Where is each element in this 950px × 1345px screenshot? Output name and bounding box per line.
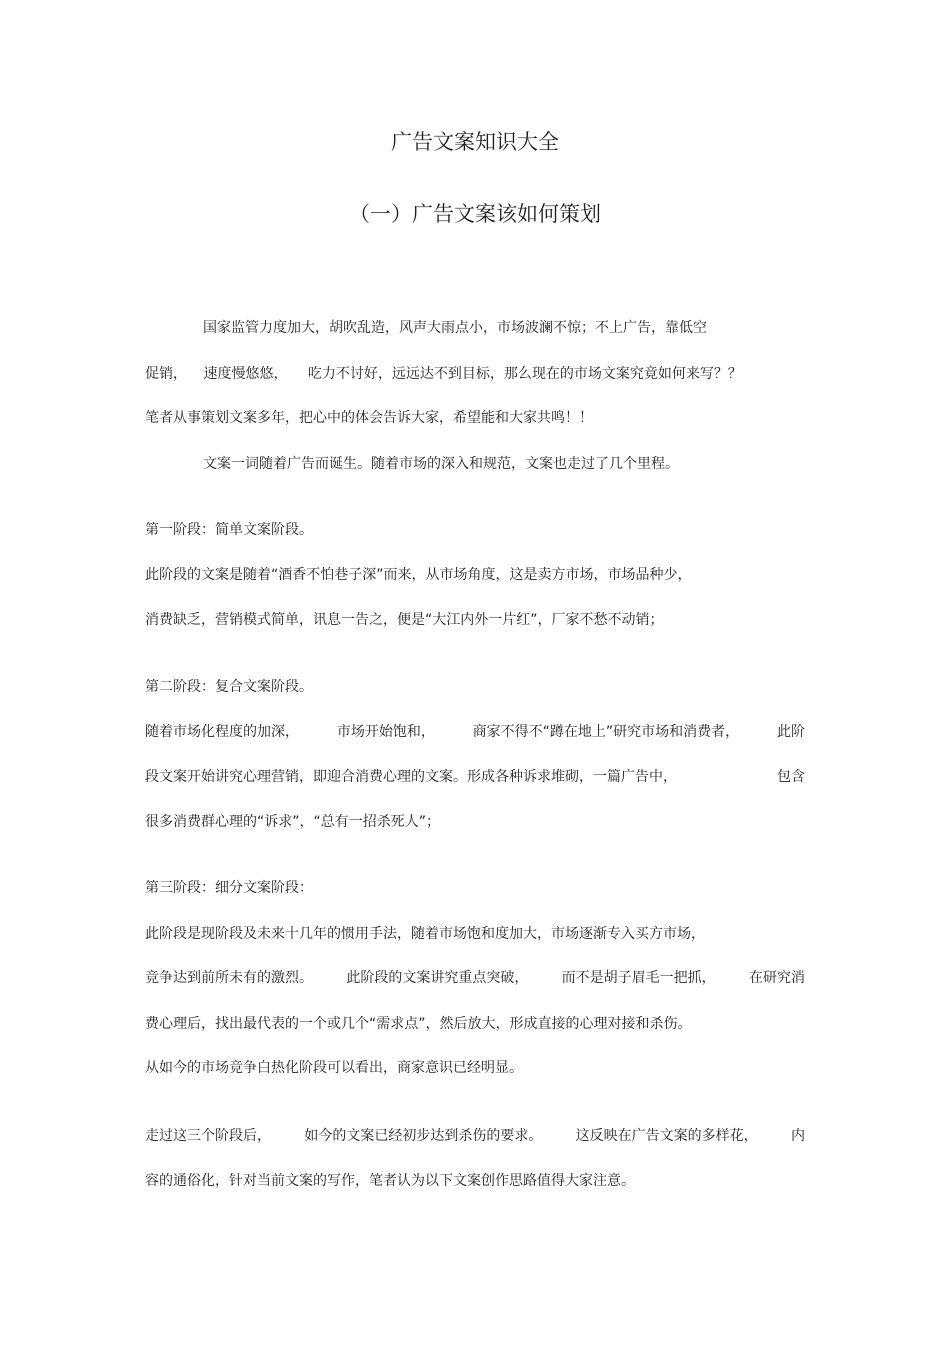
stage2-line-2: [145, 767, 805, 787]
text-fragment: 此阶: [777, 724, 805, 740]
text-fragment: 段文案开始讲究心理营销，即迎合消费心理的文案。形成各种诉求堆砌，一篇广告中，: [145, 769, 677, 785]
intro-line-4: 文案一词随着广告而诞生。随着市场的深入和规范，文案也走过了几个里程。: [203, 456, 679, 472]
text-fragment: 这反映在广告文案的多样花，: [575, 1128, 758, 1144]
text-fragment: 走过这三个阶段后，: [145, 1128, 271, 1144]
text-fragment: 市场开始饱和，: [336, 724, 435, 740]
stage3-line-3: 费心理后，找出最代表的一个或几个“需求点”，然后放大，形成直接的心理对接和杀伤。: [145, 1016, 692, 1032]
text-fragment: 吃力不讨好，远远达不到目标，那么现在的市场文案究竟如何来写？？: [307, 366, 742, 382]
text-fragment: 而不是胡子眉毛一把抓，: [561, 970, 716, 986]
text-fragment: 在研究消: [748, 970, 805, 986]
section-subtitle: （一）广告文案该如何策划: [349, 202, 601, 226]
text-fragment: 速度慢悠悠，: [203, 366, 288, 382]
stage3-line-2: [145, 968, 805, 988]
stage3-line-4: 从如今的市场竞争白热化阶段可以看出，商家意识已经明显。: [145, 1060, 523, 1076]
conclusion-line-1: [145, 1126, 805, 1146]
stage2-line-1: [145, 722, 805, 742]
text-fragment: 商家不得不“蹲在地上”研究市场和消费者，: [472, 724, 740, 740]
stage1-heading: 第一阶段：简单文案阶段。: [145, 522, 313, 538]
conclusion-line-2: 容的通俗化，针对当前文案的写作，笔者认为以下文案创作思路值得大家注意。: [145, 1173, 635, 1189]
text-fragment: 随着市场化程度的加深，: [145, 724, 299, 740]
intro-line-2: [145, 364, 805, 384]
text-fragment: 如今的文案已经初步达到杀伤的要求。: [304, 1128, 543, 1144]
stage2-heading: 第二阶段：复合文案阶段。: [145, 679, 313, 695]
stage3-line-1: 此阶段是现阶段及未来十几年的惯用手法，随着市场饱和度加大，市场逐渐专入买方市场，: [145, 926, 705, 942]
intro-line-1: 国家监管力度加大，胡吹乱造，风声大雨点小，市场波澜不惊；不上广告，靠低空: [203, 320, 707, 336]
text-fragment: 包含: [777, 769, 805, 785]
text-fragment: 内: [790, 1128, 805, 1144]
text-fragment: 促销，: [145, 366, 187, 382]
stage1-line-2: 消费缺乏，营销模式简单，讯息一告之，便是“大江内外一片红”，厂家不愁不动销；: [145, 612, 664, 628]
stage2-line-3: 很多消费群心理的“诉求”，“总有一招杀死人”；: [145, 814, 441, 830]
document-title: 广告文案知识大全: [391, 130, 559, 154]
intro-line-3: 笔者从事策划文案多年，把心中的体会告诉大家，希望能和大家共鸣！！: [145, 410, 593, 426]
text-fragment: 竞争达到前所未有的激烈。: [145, 970, 313, 986]
text-fragment: 此阶段的文案讲究重点突破，: [346, 970, 529, 986]
stage1-line-1: 此阶段的文案是随着“酒香不怕巷子深”而来，从市场角度，这是卖方市场，市场品种少，: [145, 567, 692, 583]
stage3-heading: 第三阶段：细分文案阶段：: [145, 880, 313, 896]
